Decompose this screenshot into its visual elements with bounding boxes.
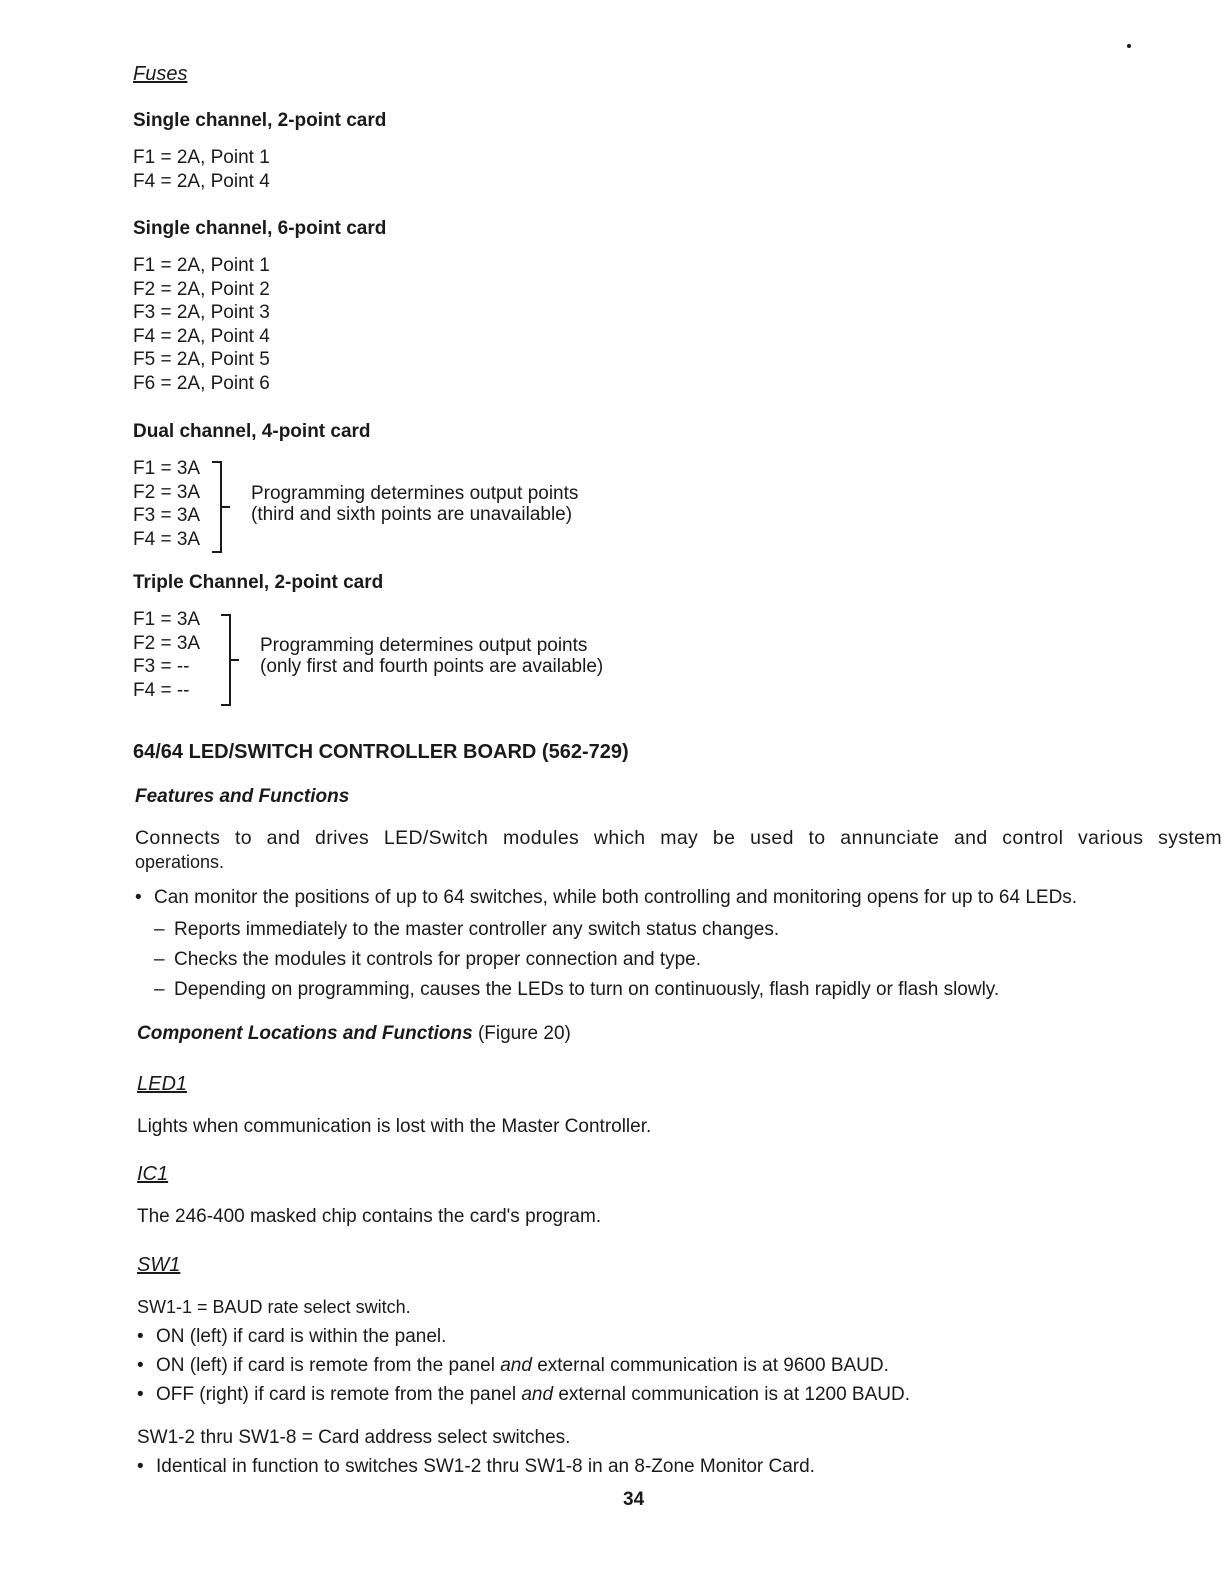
sw1-body [137,1293,910,1409]
components-heading: Component Locations and Functions [137,1023,473,1044]
features-bullet [135,884,1077,912]
components-figure-ref: (Figure 20) [477,1023,571,1044]
list-item: F4 = 3A [133,528,201,550]
page-number: 34 [623,1489,645,1510]
bullet-item [137,1351,910,1380]
text-run: OFF (right) if card is remote from the panel [156,1384,522,1405]
features-dashes [154,915,999,1005]
list-item: F1 = 2A, Point 1 [133,255,270,276]
text-run: external communication is at 1200 BAUD. [553,1384,910,1405]
list-item: F2 = 3A [133,632,201,654]
list-item: F1 = 2A, Point 1 [133,147,270,168]
text-run: ON (left) if card is remote from the panel [156,1355,501,1376]
single6-title: Single channel, 6-point card [133,218,387,239]
list-item: F6 = 2A, Point 6 [133,372,270,394]
single2-list [133,146,270,193]
fuses-heading: Fuses [133,63,188,85]
led1-label: LED1 [137,1073,188,1095]
list-item: F2 = 3A [133,481,201,503]
sw1-label: SW1 [137,1254,181,1276]
features-para-line1: Connects to and drives LED/Switch modules which may be used to annunciate and control various system [135,827,1222,849]
triple2-list [133,608,200,702]
features-para-line2: operations. [135,852,225,872]
dual4-list [133,457,200,551]
list-item: F4 = 2A, Point 4 [133,325,270,347]
triple2-title: Triple Channel, 2-point card [133,572,384,593]
features-body [135,826,1222,874]
sw1-line2: SW1-2 thru SW1-8 = Card address select switches. [137,1427,571,1448]
dash-item: – Reports immediately to the master controller any switch status changes. [154,915,999,945]
emphasis: and [521,1384,554,1405]
components-heading-row [137,1023,571,1045]
list-item: F5 = 2A, Point 5 [133,349,270,370]
note-line: (only first and fourth points are available) [260,656,604,677]
list-item: F4 = 2A, Point 4 [133,170,270,192]
bullet-item: • Can monitor the positions of up to 64 switches, while both controlling and monitoring opens for up to 64 LEDs. [135,887,1077,908]
list-item: F4 = -- [133,679,190,701]
sw1-line1: SW1-1 = BAUD rate select switch. [137,1297,411,1317]
list-item: F3 = 3A [133,505,201,526]
emphasis: and [500,1355,532,1376]
note-line: (third and sixth points are unavailable) [251,504,573,525]
note-line: Programming determines output points [251,483,579,504]
text-run: external communication is at 9600 BAUD. [531,1355,889,1376]
dual4-note [251,483,578,525]
dash-item: – Depending on programming, causes the LEDs to turn on continuously, flash rapidly or flash slowly. [154,975,999,1005]
single6-list [133,254,270,395]
led1-text: Lights when communication is lost with the Master Controller. [137,1116,652,1137]
triple2-bracket [219,614,231,706]
list-item: F1 = 3A [133,458,201,479]
ic1-label: IC1 [137,1163,169,1185]
list-item: F1 = 3A [133,609,201,630]
ic1-text: The 246-400 masked chip contains the card's program. [137,1206,602,1227]
scan-speck [1127,44,1131,48]
triple2-note [260,635,603,677]
bullet-item: • ON (left) if card is within the panel. [137,1322,910,1351]
bullet-item: • Identical in function to switches SW1-2 thru SW1-8 in an 8-Zone Monitor Card. [137,1452,815,1481]
board-title: 64/64 LED/SWITCH CONTROLLER BOARD (562-729) [133,741,629,763]
single2-title: Single channel, 2-point card [133,110,387,131]
dual4-title: Dual channel, 4-point card [133,421,371,442]
dual4-bracket [210,461,222,553]
dash-item: – Checks the modules it controls for proper connection and type. [154,945,999,975]
note-line: Programming determines output points [260,635,588,656]
list-item: F3 = -- [133,656,190,677]
features-heading: Features and Functions [135,786,350,807]
sw1-body-2 [137,1423,815,1481]
bullet-item [137,1380,910,1409]
list-item: F3 = 2A, Point 3 [133,302,270,323]
list-item: F2 = 2A, Point 2 [133,278,270,300]
